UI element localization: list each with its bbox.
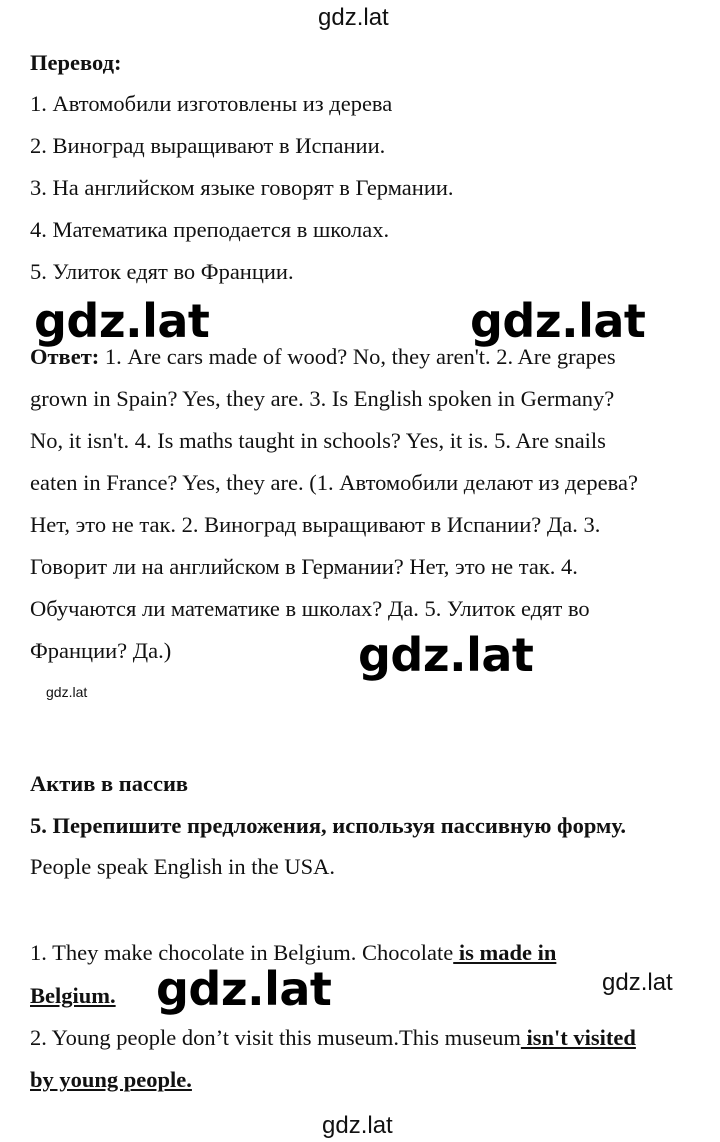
translation-line: 5. Улиток едят во Франции. xyxy=(30,259,294,284)
watermark-big-center: gdz.lat xyxy=(358,628,534,682)
watermark-big-left: gdz.lat xyxy=(34,294,210,348)
answer-line xyxy=(30,336,700,378)
watermark-top: gdz.lat xyxy=(318,4,389,31)
example-sentence: People speak English in the USA. xyxy=(30,854,335,879)
watermark-tiny: gdz.lat xyxy=(46,684,88,700)
item-text: 1. They make chocolate in Belgium. Chocolate xyxy=(30,940,454,965)
watermark-right-small: gdz.lat xyxy=(602,969,673,996)
answer-line: grown in Spain? Yes, they are. 3. Is English spoken in Germany? xyxy=(30,386,615,411)
translation-line: 3. На английском языке говорят в Германии. xyxy=(30,175,454,200)
translation-line: 4. Математика преподается в школах. xyxy=(30,217,390,242)
answer-label: Ответ: xyxy=(30,344,100,369)
item-answer-continued: by young people. xyxy=(30,1067,192,1092)
watermark-big-right: gdz.lat xyxy=(470,294,646,348)
answer-line: Нет, это не так. 2. Виноград выращивают в Испании? Да. 3. xyxy=(30,512,601,537)
translation-heading: Перевод: xyxy=(30,50,122,75)
section-title: Актив в пассив xyxy=(30,771,189,796)
task-heading: 5. Перепишите предложения, используя пассивную форму. xyxy=(30,813,626,838)
exercise-item xyxy=(30,940,556,966)
item-answer-continued: Belgium. xyxy=(30,983,116,1008)
translation-line: 1. Автомобили изготовлены из дерева xyxy=(30,91,393,116)
answer-text: 1. Are cars made of wood? No, they aren't. 2. Are grapes xyxy=(99,344,616,369)
exercise-item xyxy=(30,1025,636,1051)
watermark-bottom: gdz.lat xyxy=(322,1112,393,1139)
item-answer: isn't visited xyxy=(520,1025,636,1050)
answer-line: No, it isn't. 4. Is maths taught in schools? Yes, it is. 5. Are snails xyxy=(30,428,606,453)
answer-line: Франции? Да.) xyxy=(30,638,172,663)
translation-line: 2. Виноград выращивают в Испании. xyxy=(30,133,386,158)
answer-line: Говорит ли на английском в Германии? Нет, это не так. 4. xyxy=(30,554,578,579)
watermark-big-bottom: gdz.lat xyxy=(156,962,332,1016)
item-answer: is made in xyxy=(453,940,557,965)
answer-line: eaten in France? Yes, they are. (1. Автомобили делают из дерева? xyxy=(30,470,638,495)
item-text: 2. Young people don’t visit this museum.This museum xyxy=(30,1025,521,1050)
answer-paragraph xyxy=(30,336,700,672)
answer-line: Обучаются ли математике в школах? Да. 5. Улиток едят во xyxy=(30,596,590,621)
